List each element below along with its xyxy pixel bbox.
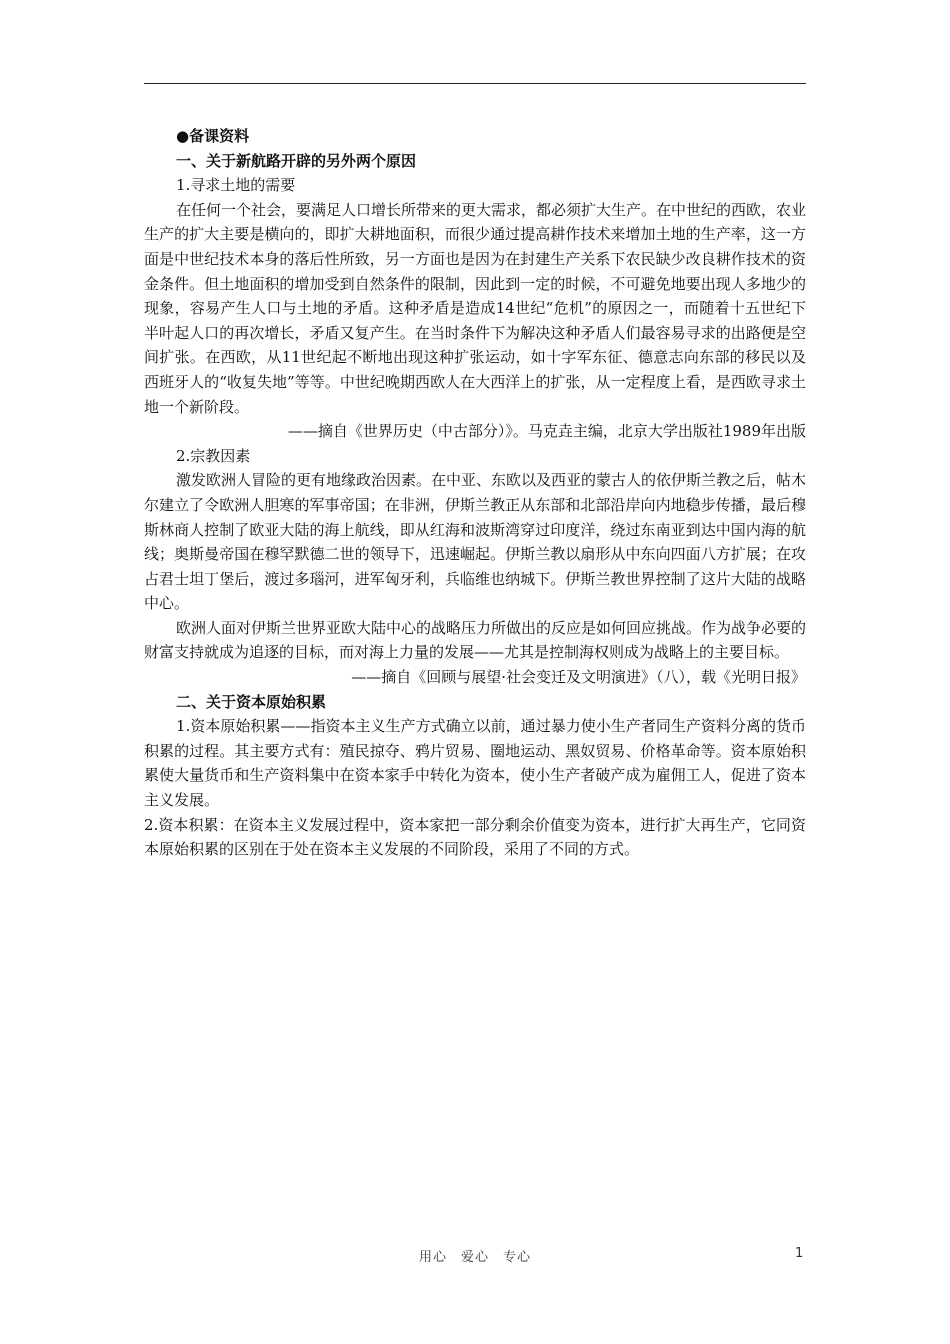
part1-paragraph-2: 激发欧洲人冒险的更有地缘政治因素。在中亚、东欧以及西亚的蒙古人的依伊斯兰教之后，帖木尔建立了令欧洲人胆寒的军事帝国；在非洲，伊斯兰教正从东部和北部沿岸向内地稳步传播，最后穆斯林商人控制了欧亚大陆的海上航线，即从红海和波斯湾穿过印度洋，绕过东南亚到达中国内海的航线；奥斯曼帝国在穆罕默德二世的领导下，迅速崛起。伊斯兰教以扇形从中东向四面八方扩展；在攻占君士坦丁堡后，渡过多瑙河，进军匈牙利，兵临维也纳城下。伊斯兰教世界控制了这片大陆的战略中心。: [144, 471, 807, 613]
header-rule: [144, 83, 806, 84]
document-body: [144, 124, 806, 862]
part1-subheading-1: 1.寻求土地的需要: [176, 176, 296, 195]
part1-paragraph-3: 欧洲人面对伊斯兰世界亚欧大陆中心的战略压力所做出的反应是如何回应挑战。作为战争必要的财富支持就成为追逐的目标，而对海上力量的发展——尤其是控制海权则成为战略上的主要目标。: [144, 618, 807, 662]
section-marker: ●备课资料: [176, 127, 250, 145]
part1-source-2: ——摘自《回顾与展望·社会变迁及文明演进》（八），载《光明日报》: [351, 668, 806, 687]
footer-slogan: 用心 爱心 专心: [418, 1250, 531, 1265]
part1-subheading-2: 2.宗教因素: [176, 446, 251, 465]
part1-paragraph-1: 在任何一个社会，要满足人口增长所带来的更大需求，都必须扩大生产。在中世纪的西欧，农业生产的扩大主要是横向的，即扩大耕地面积，而很少通过提高耕作技术来增加土地的生产率，这一方面是中世纪技术本身的落后性所致，另一方面也是因为在封建生产关系下农民缺少改良耕作技术的资金条件。但土地面积的增加受到自然条件的限制，因此到一定的时候，不可避免地要出现人多地少的现象，容易产生人口与土地的矛盾。这种矛盾是造成14世纪“危机”的原因之一，而随着十五世纪下半叶起人口的再次增长，矛盾又复产生。在当时条件下为解决这种矛盾人们最容易寻求的出路便是空间扩张。在西欧，从11世纪起不断地出现这种扩张运动，如十字军东征、德意志向东部的移民以及西班牙人的“收复失地”等等。中世纪晚期西欧人在大西洋上的扩张，从一定程度上看，是西欧寻求土地一个新阶段。: [144, 200, 807, 416]
part2-paragraph-2: 2.资本积累：在资本主义发展过程中，资本家把一部分剩余价值变为资本，进行扩大再生产，它同资本原始积累的区别在于处在资本主义发展的不同阶段，采用了不同的方式。: [144, 815, 806, 859]
page-number: 1: [795, 1246, 804, 1261]
part2-title: 二、关于资本原始积累: [176, 692, 327, 711]
part1-title: 一、关于新航路开辟的另外两个原因: [176, 151, 417, 170]
part2-paragraph-1: 1.资本原始积累——指资本主义生产方式确立以前，通过暴力使小生产者同生产资料分离的货币积累的过程。其主要方式有：殖民掠夺、鸦片贸易、圈地运动、黑奴贸易、价格革命等。资本原始积累使大量货币和生产资料集中在资本家手中转化为资本，使小生产者破产成为雇佣工人，促进了资本主义发展。: [144, 717, 806, 810]
part1-source-1: ——摘自《世界历史（中古部分）》。马克垚主编，北京大学出版社1989年出版: [287, 422, 806, 441]
